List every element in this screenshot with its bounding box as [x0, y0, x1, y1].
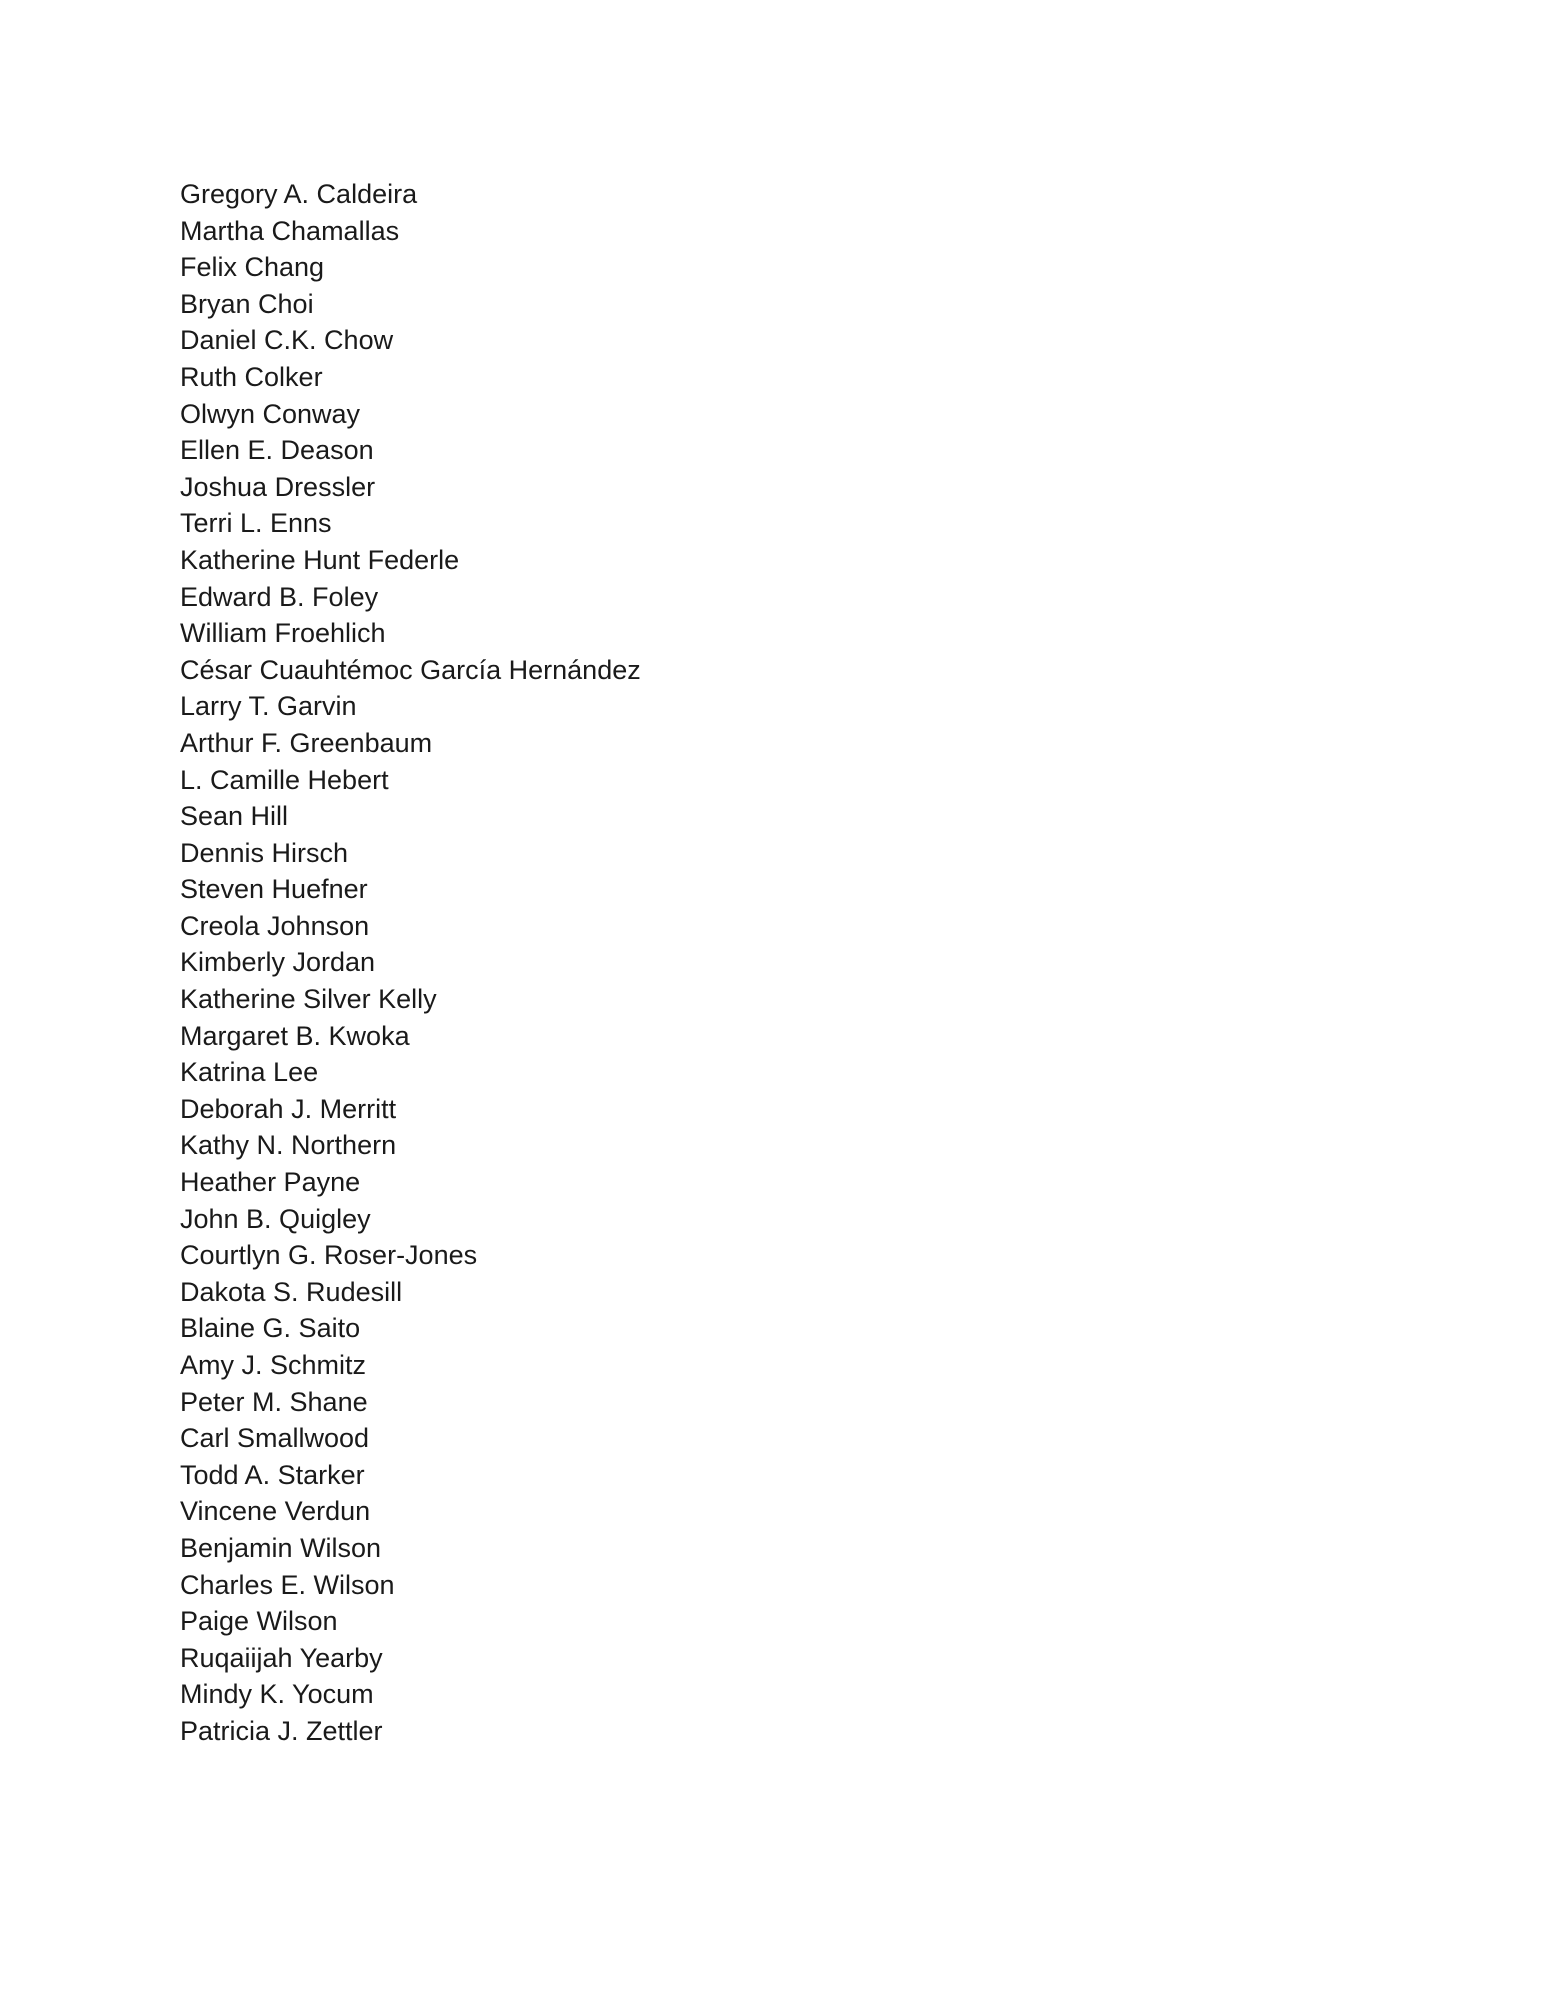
list-item: Ruqaiijah Yearby: [180, 1642, 383, 1673]
list-item: Ruth Colker: [180, 361, 323, 392]
list-item: Paige Wilson: [180, 1606, 338, 1637]
list-item: Olwyn Conway: [180, 398, 361, 429]
list-item: Charles E. Wilson: [180, 1569, 395, 1600]
list-item: Arthur F. Greenbaum: [180, 727, 433, 758]
list-item: Katherine Hunt Federle: [180, 544, 460, 575]
list-item: Martha Chamallas: [180, 215, 400, 246]
list-item: Blaine G. Saito: [180, 1313, 361, 1344]
list-item: L. Camille Hebert: [180, 764, 389, 795]
list-item: John B. Quigley: [180, 1203, 371, 1234]
list-item: Margaret B. Kwoka: [180, 1020, 410, 1051]
list-item: Joshua Dressler: [180, 471, 376, 502]
list-item: Edward B. Foley: [180, 581, 379, 612]
list-item: Carl Smallwood: [180, 1423, 370, 1454]
list-item: Peter M. Shane: [180, 1386, 368, 1417]
list-item: Mindy K. Yocum: [180, 1679, 374, 1710]
list-item: Todd A. Starker: [180, 1459, 365, 1490]
list-item: William Froehlich: [180, 618, 386, 649]
list-item: Amy J. Schmitz: [180, 1350, 367, 1380]
list-item: Terri L. Enns: [180, 508, 332, 539]
list-item: Felix Chang: [180, 252, 325, 283]
list-item: Creola Johnson: [180, 910, 370, 941]
list-item: Bryan Choi: [180, 288, 314, 319]
list-item: Steven Huefner: [180, 874, 368, 905]
signatory-name-list: [180, 176, 641, 1750]
list-item: Benjamin Wilson: [180, 1532, 382, 1563]
list-item: Sean Hill: [180, 801, 289, 832]
list-item: Kathy N. Northern: [180, 1130, 397, 1161]
list-item: Courtlyn G. Roser-Jones: [180, 1240, 478, 1271]
list-item: Heather Payne: [180, 1167, 361, 1198]
list-item: Gregory A. Caldeira: [180, 179, 418, 209]
list-item: Katrina Lee: [180, 1057, 319, 1088]
list-item: Vincene Verdun: [180, 1496, 371, 1527]
list-item: Katherine Silver Kelly: [180, 984, 437, 1015]
list-item: Ellen E. Deason: [180, 435, 374, 466]
list-item: Larry T. Garvin: [180, 691, 357, 722]
list-item: Kimberly Jordan: [180, 947, 376, 978]
list-item: Dennis Hirsch: [180, 837, 349, 868]
list-item: Dakota S. Rudesill: [180, 1276, 403, 1307]
list-item: Patricia J. Zettler: [180, 1715, 383, 1746]
list-item: César Cuauhtémoc García Hernández: [180, 654, 641, 685]
list-item: Daniel C.K. Chow: [180, 325, 394, 356]
list-item: Deborah J. Merritt: [180, 1093, 397, 1124]
